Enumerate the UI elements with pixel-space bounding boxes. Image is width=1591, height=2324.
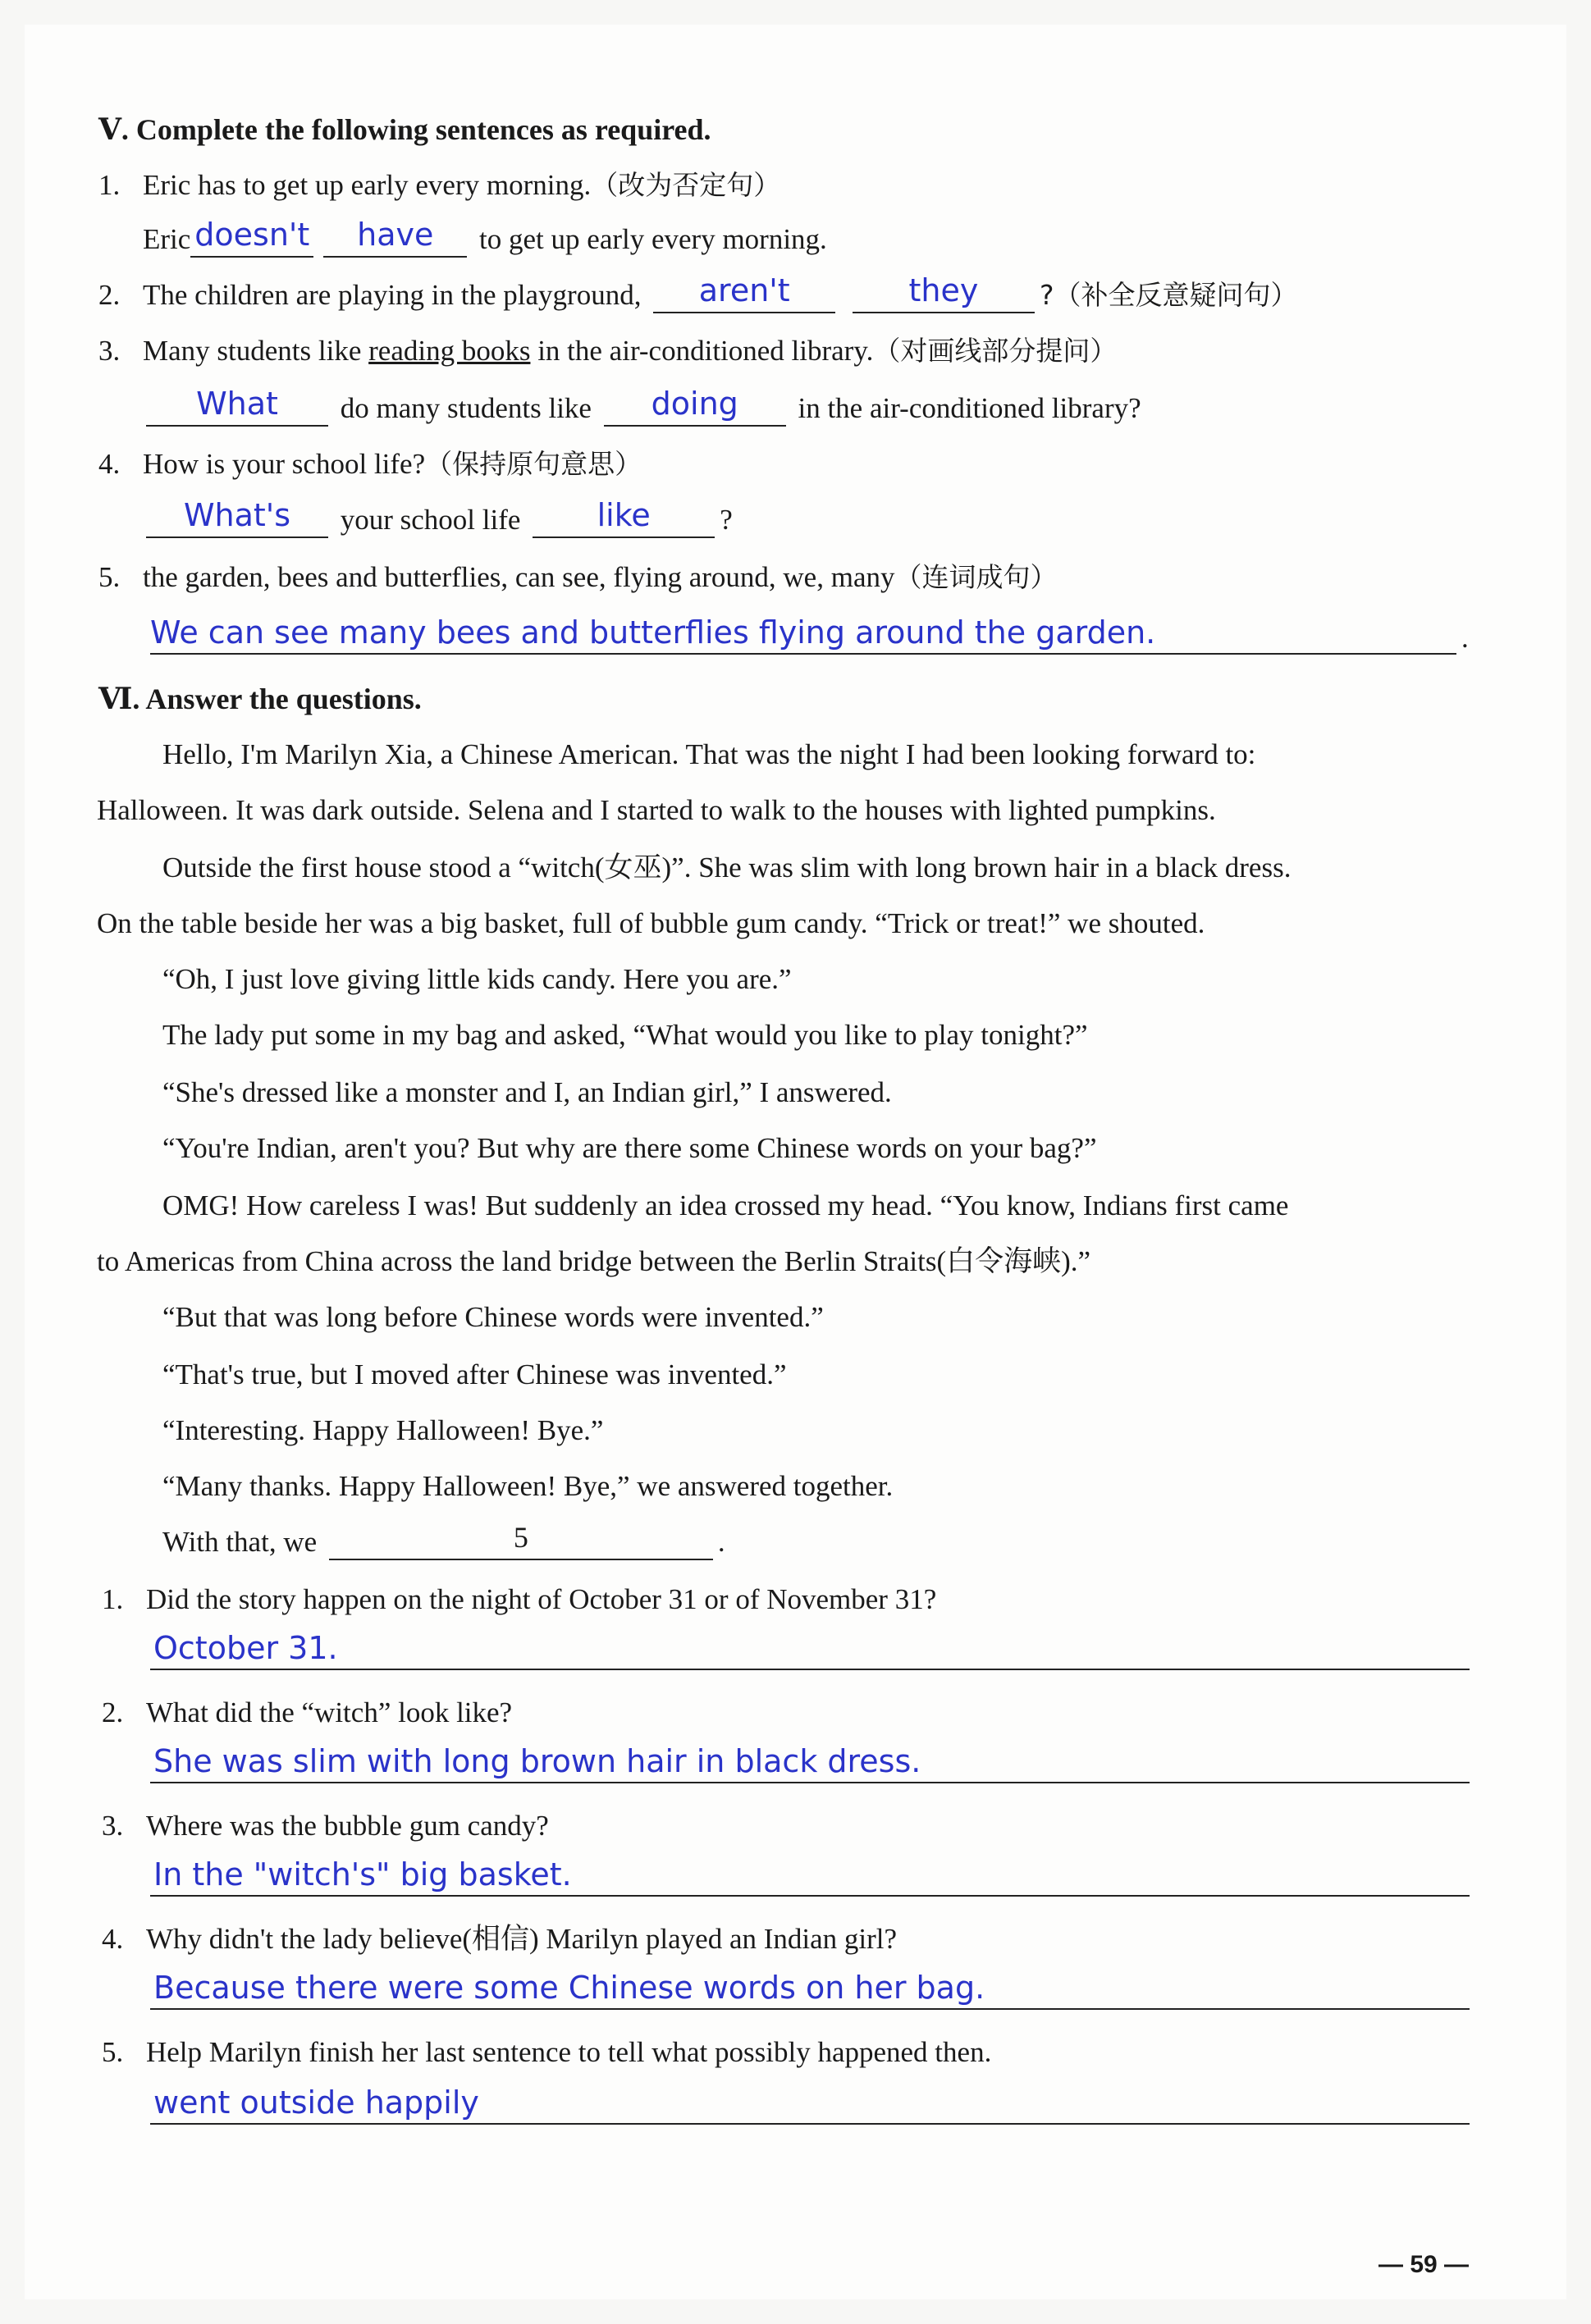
question-text: What did the “witch” look like?	[146, 1696, 513, 1728]
s6-question-4	[102, 1921, 897, 1957]
blank-1[interactable]	[653, 272, 835, 313]
question-number: 2.	[98, 279, 121, 311]
filled-answer: Because there were some Chinese words on her bag.	[153, 1970, 985, 2006]
blank-1[interactable]	[190, 217, 313, 258]
filled-answer: they	[908, 272, 979, 308]
question-text: Help Marilyn finish her last sentence to tell what possibly happened then.	[146, 2036, 992, 2068]
passage-line: “You're Indian, aren't you? But why are there some Chinese words on your bag?”	[162, 1132, 1097, 1164]
question-number: 5.	[98, 561, 121, 593]
s6-answer-1[interactable]	[150, 1628, 1470, 1670]
s5-answer-4	[143, 497, 733, 538]
s6-answer-2[interactable]	[150, 1741, 1470, 1783]
period: .	[1461, 622, 1469, 654]
question-note: （对画线部分提问）	[873, 335, 1118, 367]
question-number: 1.	[98, 169, 121, 201]
question-text: Did the story happen on the night of October 31 or of November 31?	[146, 1583, 937, 1615]
blank-2[interactable]	[604, 386, 786, 427]
passage-line: On the table beside her was a big basket, full of bubble gum candy. “Trick or treat!” we shouted.	[97, 907, 1205, 939]
s5-answer-3	[143, 386, 1141, 427]
s6-question-3	[102, 1808, 549, 1844]
passage-line: Outside the first house stood a “witch(女巫)”. She was slim with long brown hair in a black dress.	[162, 852, 1292, 883]
blank-2[interactable]	[853, 272, 1035, 313]
filled-answer: What's	[183, 497, 291, 533]
answer-suffix: in the air-conditioned library?	[798, 392, 1141, 424]
question-number: 1.	[102, 1583, 124, 1615]
question-number: 3.	[102, 1810, 124, 1842]
question-note: （保持原句意思）	[425, 448, 642, 480]
passage-line: “Many thanks. Happy Halloween! Bye,” we answered together.	[162, 1470, 894, 1502]
blank-2[interactable]	[533, 497, 715, 538]
section-5-title: Ⅴ. Complete the following sentences as required.	[98, 113, 711, 146]
s5-question-3	[98, 333, 1117, 369]
question-text: Where was the bubble gum candy?	[146, 1810, 549, 1842]
s6-answer-3[interactable]	[150, 1854, 1470, 1897]
question-text: the garden, bees and butterflies, can see, flying around, we, many	[143, 561, 895, 593]
filled-answer: have	[357, 217, 434, 253]
s5-question-5	[98, 559, 1057, 596]
period: .	[717, 1526, 725, 1558]
passage-line: “Interesting. Happy Halloween! Bye.”	[162, 1414, 604, 1446]
filled-answer: She was slim with long brown hair in black dress.	[153, 1743, 921, 1779]
question-note: （连词成句）	[894, 561, 1058, 593]
passage-line: “She's dressed like a monster and I, an Indian girl,” I answered.	[162, 1076, 892, 1108]
passage-line: Halloween. It was dark outside. Selena and I started to walk to the houses with lighted pumpkins.	[97, 794, 1216, 826]
filled-answer: doesn't	[194, 217, 310, 253]
question-text: Eric has to get up early every morning.	[143, 169, 592, 201]
passage-last-line	[162, 1521, 725, 1560]
passage-line: Hello, I'm Marilyn Xia, a Chinese American. That was the night I had been looking forward to:	[162, 738, 1256, 770]
passage-line: “Oh, I just love giving little kids candy. Here you are.”	[162, 963, 792, 995]
passage-line: OMG! How careless I was! But suddenly an idea crossed my head. “You know, Indians first came	[162, 1189, 1289, 1221]
question-text: The children are playing in the playground,	[143, 279, 642, 311]
question-text: in the air-conditioned library.	[537, 335, 874, 367]
question-text: Many students like	[143, 335, 362, 367]
page-number: — 59 —	[1378, 2251, 1470, 2278]
filled-answer: like	[597, 497, 651, 533]
passage-line: “That's true, but I moved after Chinese was invented.”	[162, 1358, 787, 1390]
s5-question-4	[98, 446, 642, 482]
filled-answer: What	[196, 386, 278, 422]
filled-answer: We can see many bees and butterflies flying around the garden.	[150, 614, 1156, 651]
question-number: 2.	[102, 1696, 124, 1728]
filled-answer: In the "witch's" big basket.	[153, 1856, 572, 1893]
s5-question-1	[98, 167, 780, 203]
s5-question-2	[98, 272, 1298, 313]
filled-answer: doing	[651, 386, 738, 422]
s6-question-5	[102, 2034, 991, 2071]
answer-suffix: to get up early every morning.	[479, 223, 827, 255]
s6-question-2	[102, 1695, 512, 1731]
question-note: ?（补全反意疑问句）	[1039, 279, 1298, 311]
passage-text: With that, we	[162, 1526, 318, 1558]
filled-answer: went outside happily	[153, 2084, 479, 2121]
blank-1[interactable]	[146, 497, 328, 538]
s6-answer-5[interactable]	[150, 2082, 1470, 2125]
answer-middle: do many students like	[340, 392, 592, 424]
blank-2[interactable]	[323, 217, 467, 258]
blank-1[interactable]	[146, 386, 328, 427]
blank-5[interactable]	[329, 1521, 713, 1560]
answer-suffix: ?	[720, 504, 733, 536]
question-number: 3.	[98, 335, 121, 367]
underlined-part: reading books	[368, 335, 531, 367]
s6-answer-4[interactable]	[150, 1967, 1470, 2010]
question-text: Why didn't the lady believe(相信) Marilyn played an Indian girl?	[146, 1923, 898, 1955]
passage-line: “But that was long before Chinese words were invented.”	[162, 1301, 824, 1333]
blank-number: 5	[513, 1521, 528, 1554]
passage-line: The lady put some in my bag and asked, “What would you like to play tonight?”	[162, 1019, 1088, 1051]
answer-middle: your school life	[340, 504, 521, 536]
question-text: How is your school life?	[143, 448, 426, 480]
question-number: 5.	[102, 2036, 124, 2068]
question-note: （改为否定句）	[591, 169, 781, 201]
question-number: 4.	[102, 1923, 124, 1955]
s5-answer-1	[143, 217, 827, 258]
passage-line: to Americas from China across the land bridge between the Berlin Straits(白令海峡).”	[97, 1245, 1091, 1277]
filled-answer: October 31.	[153, 1630, 338, 1666]
filled-answer: aren't	[698, 272, 790, 308]
s6-question-1	[102, 1582, 936, 1618]
s5-answer-5[interactable]	[150, 612, 1456, 655]
section-6-title: Ⅵ. Answer the questions.	[98, 683, 422, 715]
question-number: 4.	[98, 448, 121, 480]
answer-prefix: Eric	[143, 223, 191, 255]
